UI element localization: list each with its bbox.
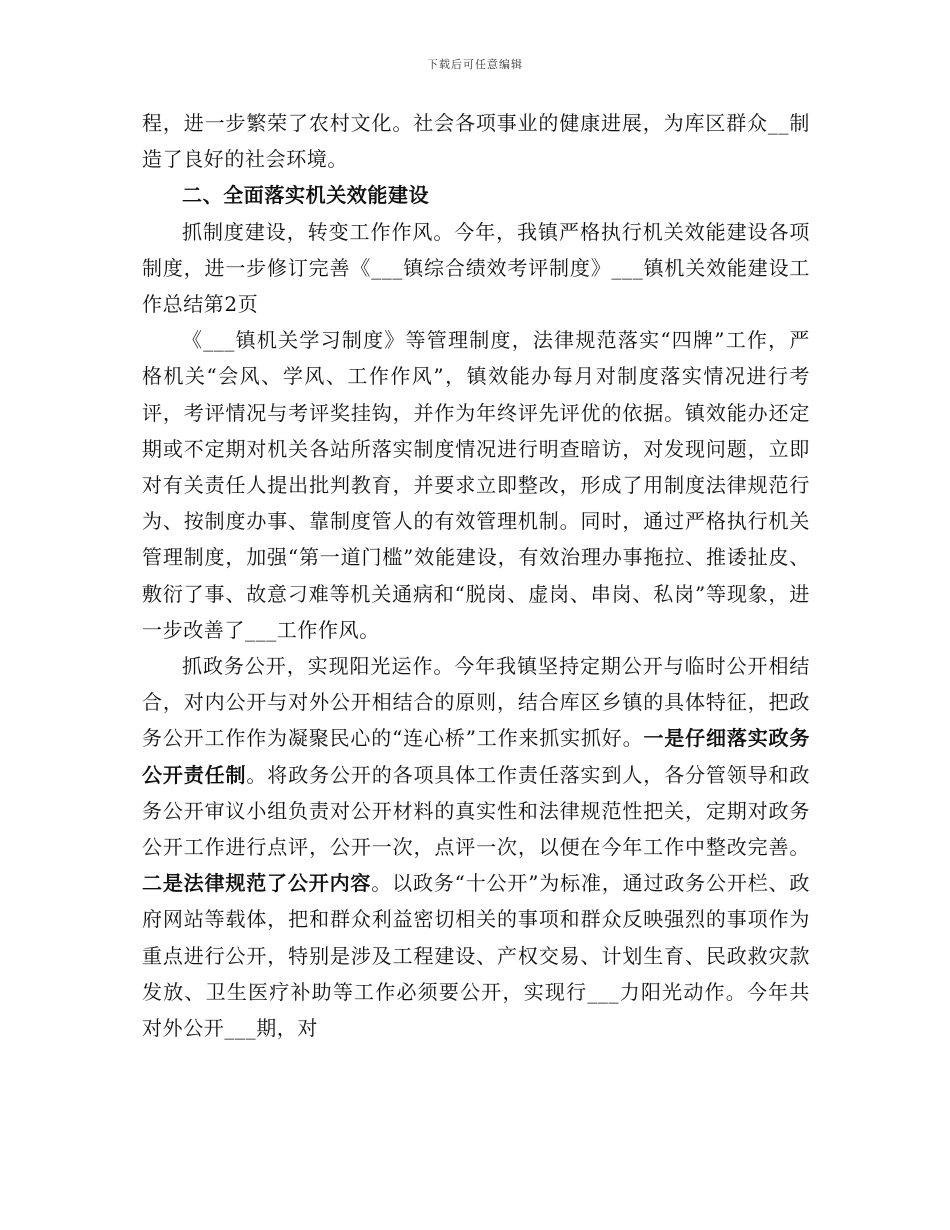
document-body <box>142 105 810 1046</box>
paragraph-text: 抓政务公开，实现阳光运作。今年我镇坚持定期公开与临时公开相结合，对内公开与对外公开相结合的原则，结合库区乡镇的具体特征，把政务公开工作作为凝聚民心的“连心桥”工作来抓实抓好。 <box>142 654 810 751</box>
bold-point-two: 二是法律规范了公开内容 <box>142 871 372 896</box>
paragraph-management-rules: 《___镇机关学习制度》等管理制度，法律规范落实“四牌”工作，严格机关“会风、学风、工作作风”，镇效能办每月对制度落实情况进行考评，考评情况与考评奖挂钩，并作为年终评先评优的依据。镇效能办还定期或不定期对机关各站所落实制度情况进行明查暗访，对发现问题，立即对有关责任人提出批判教育，并要求立即整改，形成了用制度法律规范行为、按制度办事、靠制度管人的有效管理机制。同时，通过严格执行机关管理制度，加强“第一道门槛”效能建设，有效治理办事拖拉、推诿扯皮、敷衍了事、故意刁难等机关通病和“脱岗、虚岗、串岗、私岗”等现象，进一步改善了___工作作风。 <box>142 328 810 642</box>
paragraph-continuation: 程，进一步繁荣了农村文化。社会各项事业的健康进展，为库区群众__制造了良好的社会环境。 <box>142 111 810 172</box>
paragraph-text: 。以政务“十公开”为标准，通过政务公开栏、政府网站等载体，把和群众利益密切相关的事项和群众反映强烈的事项作为重点进行公开，特别是涉及工程建设、产权交易、计划生育、民政救灾款发放、卫生医疗补助等工作必须要公开，实现行___力阳光动作。今年共对外公开___期，对 <box>142 871 810 1041</box>
page-header: 下载后可任意编辑 <box>427 58 523 71</box>
paragraph-system-building: 抓制度建设，转变工作作风。今年，我镇严格执行机关效能建设各项制度，进一步修订完善《___镇综合绩效考评制度》___镇机关效能建设工作总结第2页 <box>142 219 810 317</box>
bold-point-one: 一是仔细落实政务公开责任制 <box>142 726 810 787</box>
paragraph-text: 。将政务公开的各项具体工作责任落实到人，各分管领导和政务公开审议小组负责对公开材料的真实性和法律规范性把关，定期对政务公开工作进行点评，公开一次，点评一次，以便在今年工作中整改完善。 <box>142 762 810 860</box>
paragraph-government-affairs <box>142 648 810 1046</box>
section-heading: 二、全面落实机关效能建设 <box>182 183 430 208</box>
